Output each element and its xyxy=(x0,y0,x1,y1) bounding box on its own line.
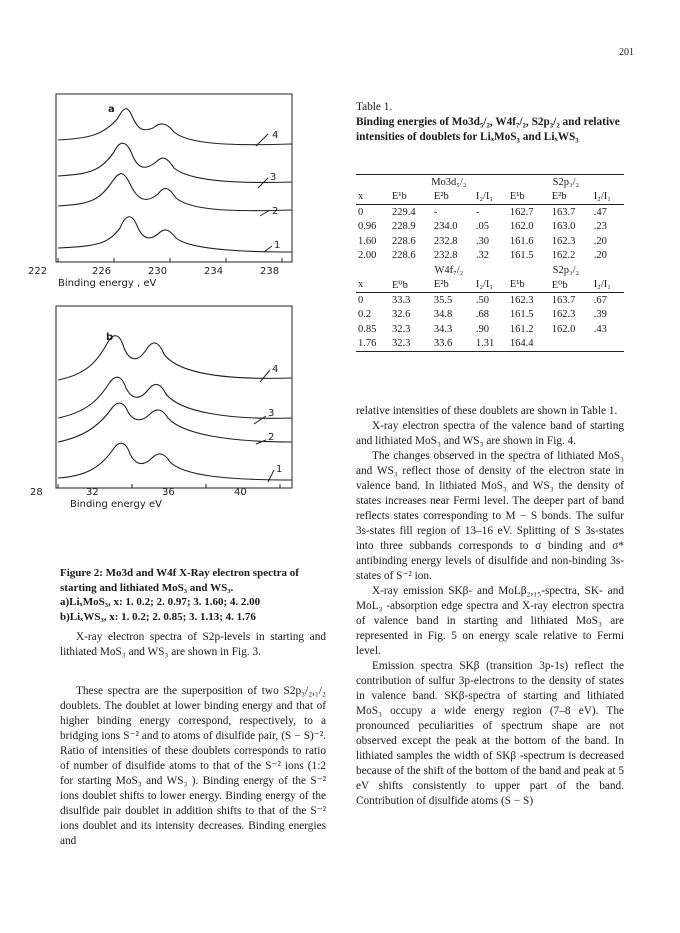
curve-b-label-3: 3 xyxy=(268,408,275,419)
curve-b-label-2: 2 xyxy=(268,432,275,443)
group-s2p-1: S2p₃/₂ xyxy=(552,176,580,188)
col-header: E²b xyxy=(433,191,449,203)
right-column-text xyxy=(356,404,624,809)
left-p1-text: X-ray electron spectra of S2p-levels in starting and lithiated MoS₃ and WS₃ are shown in Fig. 3. xyxy=(60,631,326,658)
right-p5: Emission spectra SKβ (transition 3p-1s) reflect the contribution of sulfur 3p-electrons to the density of states in valence band. SKβ-spectra of starting and lithiated MoS₃ occupy a wide energy region (7–8 eV). The pronounced peculiarities of spectrum shape are not observed except the peak at the bottom of the band. In lithiated samples the width of SKβ -spectrum is decreased because of the shift of the bottom of the band and peak at 5 eV shifts consistently to upper part of the band. Contribution of disulfide atoms (S − S) xyxy=(356,660,624,807)
spectrum-a-1 xyxy=(58,217,292,252)
spectrum-b-4 xyxy=(58,336,292,380)
col-header: I₂/I₁ xyxy=(593,279,611,291)
table-row: 0.85 32.3 34.3 .90 161.2 162.0 .43 xyxy=(358,323,607,335)
curve-a-label-4: 4 xyxy=(272,130,279,141)
table-group-header-w xyxy=(356,263,624,278)
table-row: 0 33.3 35.5 .50 162.3 163.7 .67 xyxy=(358,294,607,306)
caption-line-b: b)LiₓWS₃, x: 1. 0.2; 2. 0.85; 3. 1.13; 4. 1.76 xyxy=(60,610,256,623)
col-header: E²b xyxy=(433,279,449,291)
xlabel-a: Binding energy , eV xyxy=(58,278,157,288)
table-row: 0.96 228.9 234.0 .05 162.0 163.0 .23 xyxy=(358,221,607,233)
group-mo3d: Mo3d₅/₂ xyxy=(431,176,467,188)
col-header: E⁰b xyxy=(391,279,408,291)
table-row: 2.00 228.6 232.8 .32 161.5 162.2 .20 xyxy=(358,250,607,262)
tick-b-40: 40 xyxy=(234,487,247,498)
table-row: 0 229.4 - - 162.7 163.7 .47 xyxy=(358,206,607,218)
table-row: 1.60 228.6 232.8 .30 161.6 162.3 .20 xyxy=(358,235,607,247)
group-s2p-2: S2p₃/₂ xyxy=(552,264,580,276)
caption-line-a: a)LiₓMoS₃, x: 1. 0.2; 2. 0.97; 3. 1.60; 4. 2.00 xyxy=(60,596,261,608)
figure-panel-b xyxy=(28,300,303,515)
right-p2: X-ray electron spectra of the valence band of starting and lithiated MoS₃ and WS₃ are shown in Fig. 4. xyxy=(356,420,624,447)
spectrum-b-3 xyxy=(58,377,292,418)
spectrum-a-2 xyxy=(58,174,292,211)
spectrum-b-1 xyxy=(58,443,292,480)
panel-b-label: b xyxy=(106,332,114,343)
col-header: I₂/I₁ xyxy=(593,191,611,203)
spectrum-a-3 xyxy=(58,143,292,182)
table-description: Binding energies of Mo3d₅/₂, W4f₇/₂, S2p₃/₂ and relative intensities of doublets for LiₓMoS₃ and LiₓWS₃ xyxy=(356,116,620,143)
xlabel-b: Binding energy eV xyxy=(70,499,162,510)
curve-a-label-3: 3 xyxy=(270,172,277,183)
col-header: I₂/I₁ xyxy=(475,191,494,203)
right-p4: X-ray emission SKβ- and MoLβ₂,₁₅-spectra, SK- and MoL₃ -absorption edge spectra and X-ray electron spectra of valence band in starting and lithiated MoS₃ are represented in Fig. 5 on energy scale relative to Fermi level. xyxy=(356,585,624,657)
left-paragraph-1 xyxy=(60,630,326,660)
left-paragraph-2 xyxy=(60,684,326,849)
page-number: 201 xyxy=(619,47,634,58)
table-col-header-mo xyxy=(356,190,624,205)
table-col-header-w xyxy=(356,278,624,293)
table-group-header-mo xyxy=(356,175,624,190)
caption-title: Figure 2: Mo3d and W4f X-Ray electron spectra of starting and lithiated MoS₃ and WS₃. xyxy=(60,567,299,594)
tick-a-230: 230 xyxy=(148,266,168,277)
col-header: E¹b xyxy=(509,191,525,203)
table-title: Table 1. xyxy=(356,101,393,113)
spectrum-a-4 xyxy=(58,109,292,145)
table-row: 0.2 32.6 34.8 .68 161.5 162.3 .39 xyxy=(358,309,607,321)
tick-a-222: 222 xyxy=(28,266,48,277)
col-header: E⁰b xyxy=(551,279,568,291)
col-header: x xyxy=(358,191,364,203)
table-row: 1.76 32.3 33.6 1.31 164.4 xyxy=(356,337,624,352)
col-header: I₂/I₁ xyxy=(475,279,494,291)
curve-b-label-4: 4 xyxy=(272,364,279,375)
tick-b-32: 32 xyxy=(86,487,99,498)
col-header: E²b xyxy=(551,191,567,203)
curve-b-label-1: 1 xyxy=(276,464,283,475)
col-header: x xyxy=(358,279,364,291)
tick-a-226: 226 xyxy=(92,266,112,277)
tick-b-28: 28 xyxy=(30,487,43,498)
tick-b-36: 36 xyxy=(162,487,175,498)
group-w4f: W4f₇/₂ xyxy=(434,264,464,276)
figure-caption xyxy=(60,566,326,624)
curve-a-label-1: 1 xyxy=(274,240,281,251)
col-header: E¹b xyxy=(509,279,525,291)
right-p1: relative intensities of these doublets are shown in Table 1. xyxy=(356,405,618,417)
right-p3: The changes observed in the spectra of lithiated MoS₃ and WS₃ reflect those of density of the electron state in valence band. In lithiated MoS₃ and WS₃ the density of states increases near Fermi level. The deeper part of band reflects states corresponding to M − S bonds. The sulfur 3s-states fill region of 13–16 eV. Splitting of S 3s-states into three subbands corresponds to σ binding and σ* antibinding energy levels of disulfide and non-binding 3s- states of S⁻² ion. xyxy=(356,450,624,582)
table-caption xyxy=(356,100,624,145)
left-p2-text: These spectra are the superposition of two S2p₃/₂,₁/₂ doublets. The doublet at lower binding energy and that of higher binding energy correspond, respectively, to a bridging ions S⁻² and to atoms of disulfide pair, (S − S)⁻². Ratio of intensities of these doublets corresponds to ratio of number of disulfide atoms to that of the S⁻² ions (1:2 for starting MoS₃ and WS₃ ). Binding energy of the S⁻² ions doublet shifts to lower energy. Binding energy of the disulfide pair doublet in addition shifts to that of the S⁻² ions doublet and its intensity decreases. Binding energies and xyxy=(60,685,326,847)
figure-panel-a xyxy=(28,88,303,288)
curve-a-label-2: 2 xyxy=(272,206,279,217)
tick-a-238: 238 xyxy=(260,266,280,277)
panel-a-label: a xyxy=(108,104,115,115)
tick-a-234: 234 xyxy=(204,266,224,277)
col-header: E¹b xyxy=(391,191,407,203)
binding-energy-table xyxy=(356,174,624,352)
